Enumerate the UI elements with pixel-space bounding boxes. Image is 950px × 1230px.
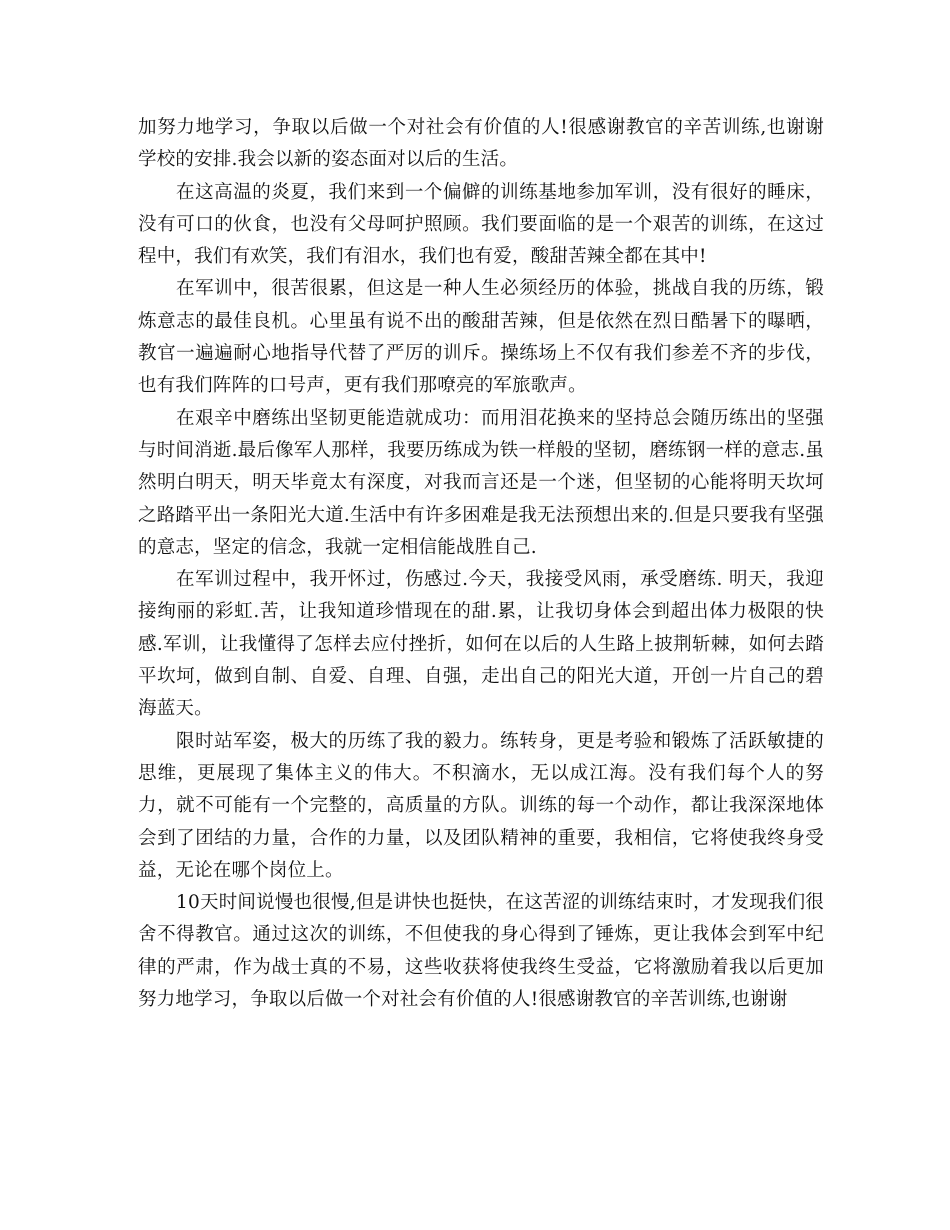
- paragraph: 在军训中，很苦很累，但这是一种人生必须经历的体验，挑战自我的历练，锻炼意志的最佳良机。心里虽有说不出的酸甜苦辣，但是依然在烈日酷暑下的曝晒，教官一遍遍耐心地指导代替了严厉的训斥。操练场上不仅有我们参差不齐的步伐，也有我们阵阵的口号声，更有我们那嘹亮的军旅歌声。: [138, 278, 824, 397]
- paragraph: 限时站军姿，极大的历练了我的毅力。练转身，更是考验和锻炼了活跃敏捷的思维，更展现了集体主义的伟大。不积滴水，无以成江海。没有我们每个人的努力，就不可能有一个完整的，高质量的方队。训练的每一个动作，都让我深深地体会到了团结的力量，合作的力量，以及团队精神的重要，我相信，它将使我终身受益，无论在哪个岗位上。: [138, 730, 824, 881]
- paragraph: 在艰辛中磨练出坚韧更能造就成功：而用泪花换来的坚持总会随历练出的坚强与时间消逝.最后像军人那样，我要历练成为铁一样般的坚韧，磨练钢一样的意志.虽然明白明天，明天毕竟太有深度，对我而言还是一个迷，但坚韧的心能将明天坎坷之路踏平出一条阳光大道.生活中有许多困难是我无法预想出来的.但是只要我有坚强的意志，坚定的信念，我就一定相信能战胜自己.: [138, 407, 824, 558]
- paragraph: 在军训过程中，我开怀过，伤感过.今天，我接受风雨，承受磨练. 明天，我迎接绚丽的彩虹.苦，让我知道珍惜现在的甜.累，让我切身体会到超出体力极限的快感.军训，让我懂得了怎样去应付挫折，如何在以后的人生路上披荆斩棘，如何去踏平坎坷，做到自制、自爱、自理、自强，走出自己的阳光大道，开创一片自己的碧海蓝天。: [138, 569, 824, 720]
- paragraph: 加努力地学习，争取以后做一个对社会有价值的人!很感谢教官的辛苦训练,也谢谢学校的安排.我会以新的姿态面对以后的生活。: [138, 117, 824, 171]
- paragraph: 在这高温的炎夏，我们来到一个偏僻的训练基地参加军训，没有很好的睡床，没有可口的伙食，也没有父母呵护照顾。我们要面临的是一个艰苦的训练，在这过程中，我们有欢笑，我们有泪水，我们也有爱，酸甜苦辣全都在其中!: [138, 181, 824, 268]
- paragraph: 10天时间说慢也很慢,但是讲快也挺快，在这苦涩的训练结束时，才发现我们很舍不得教官。通过这次的训练，不但使我的身心得到了锤炼，更让我体会到军中纪律的严肃，作为战士真的不易，这些收获将使我终生受益，它将激励着我以后更加努力地学习，争取以后做一个对社会有价值的人!很感谢教官的辛苦训练,也谢谢: [138, 892, 824, 1011]
- document-page: [138, 112, 824, 1016]
